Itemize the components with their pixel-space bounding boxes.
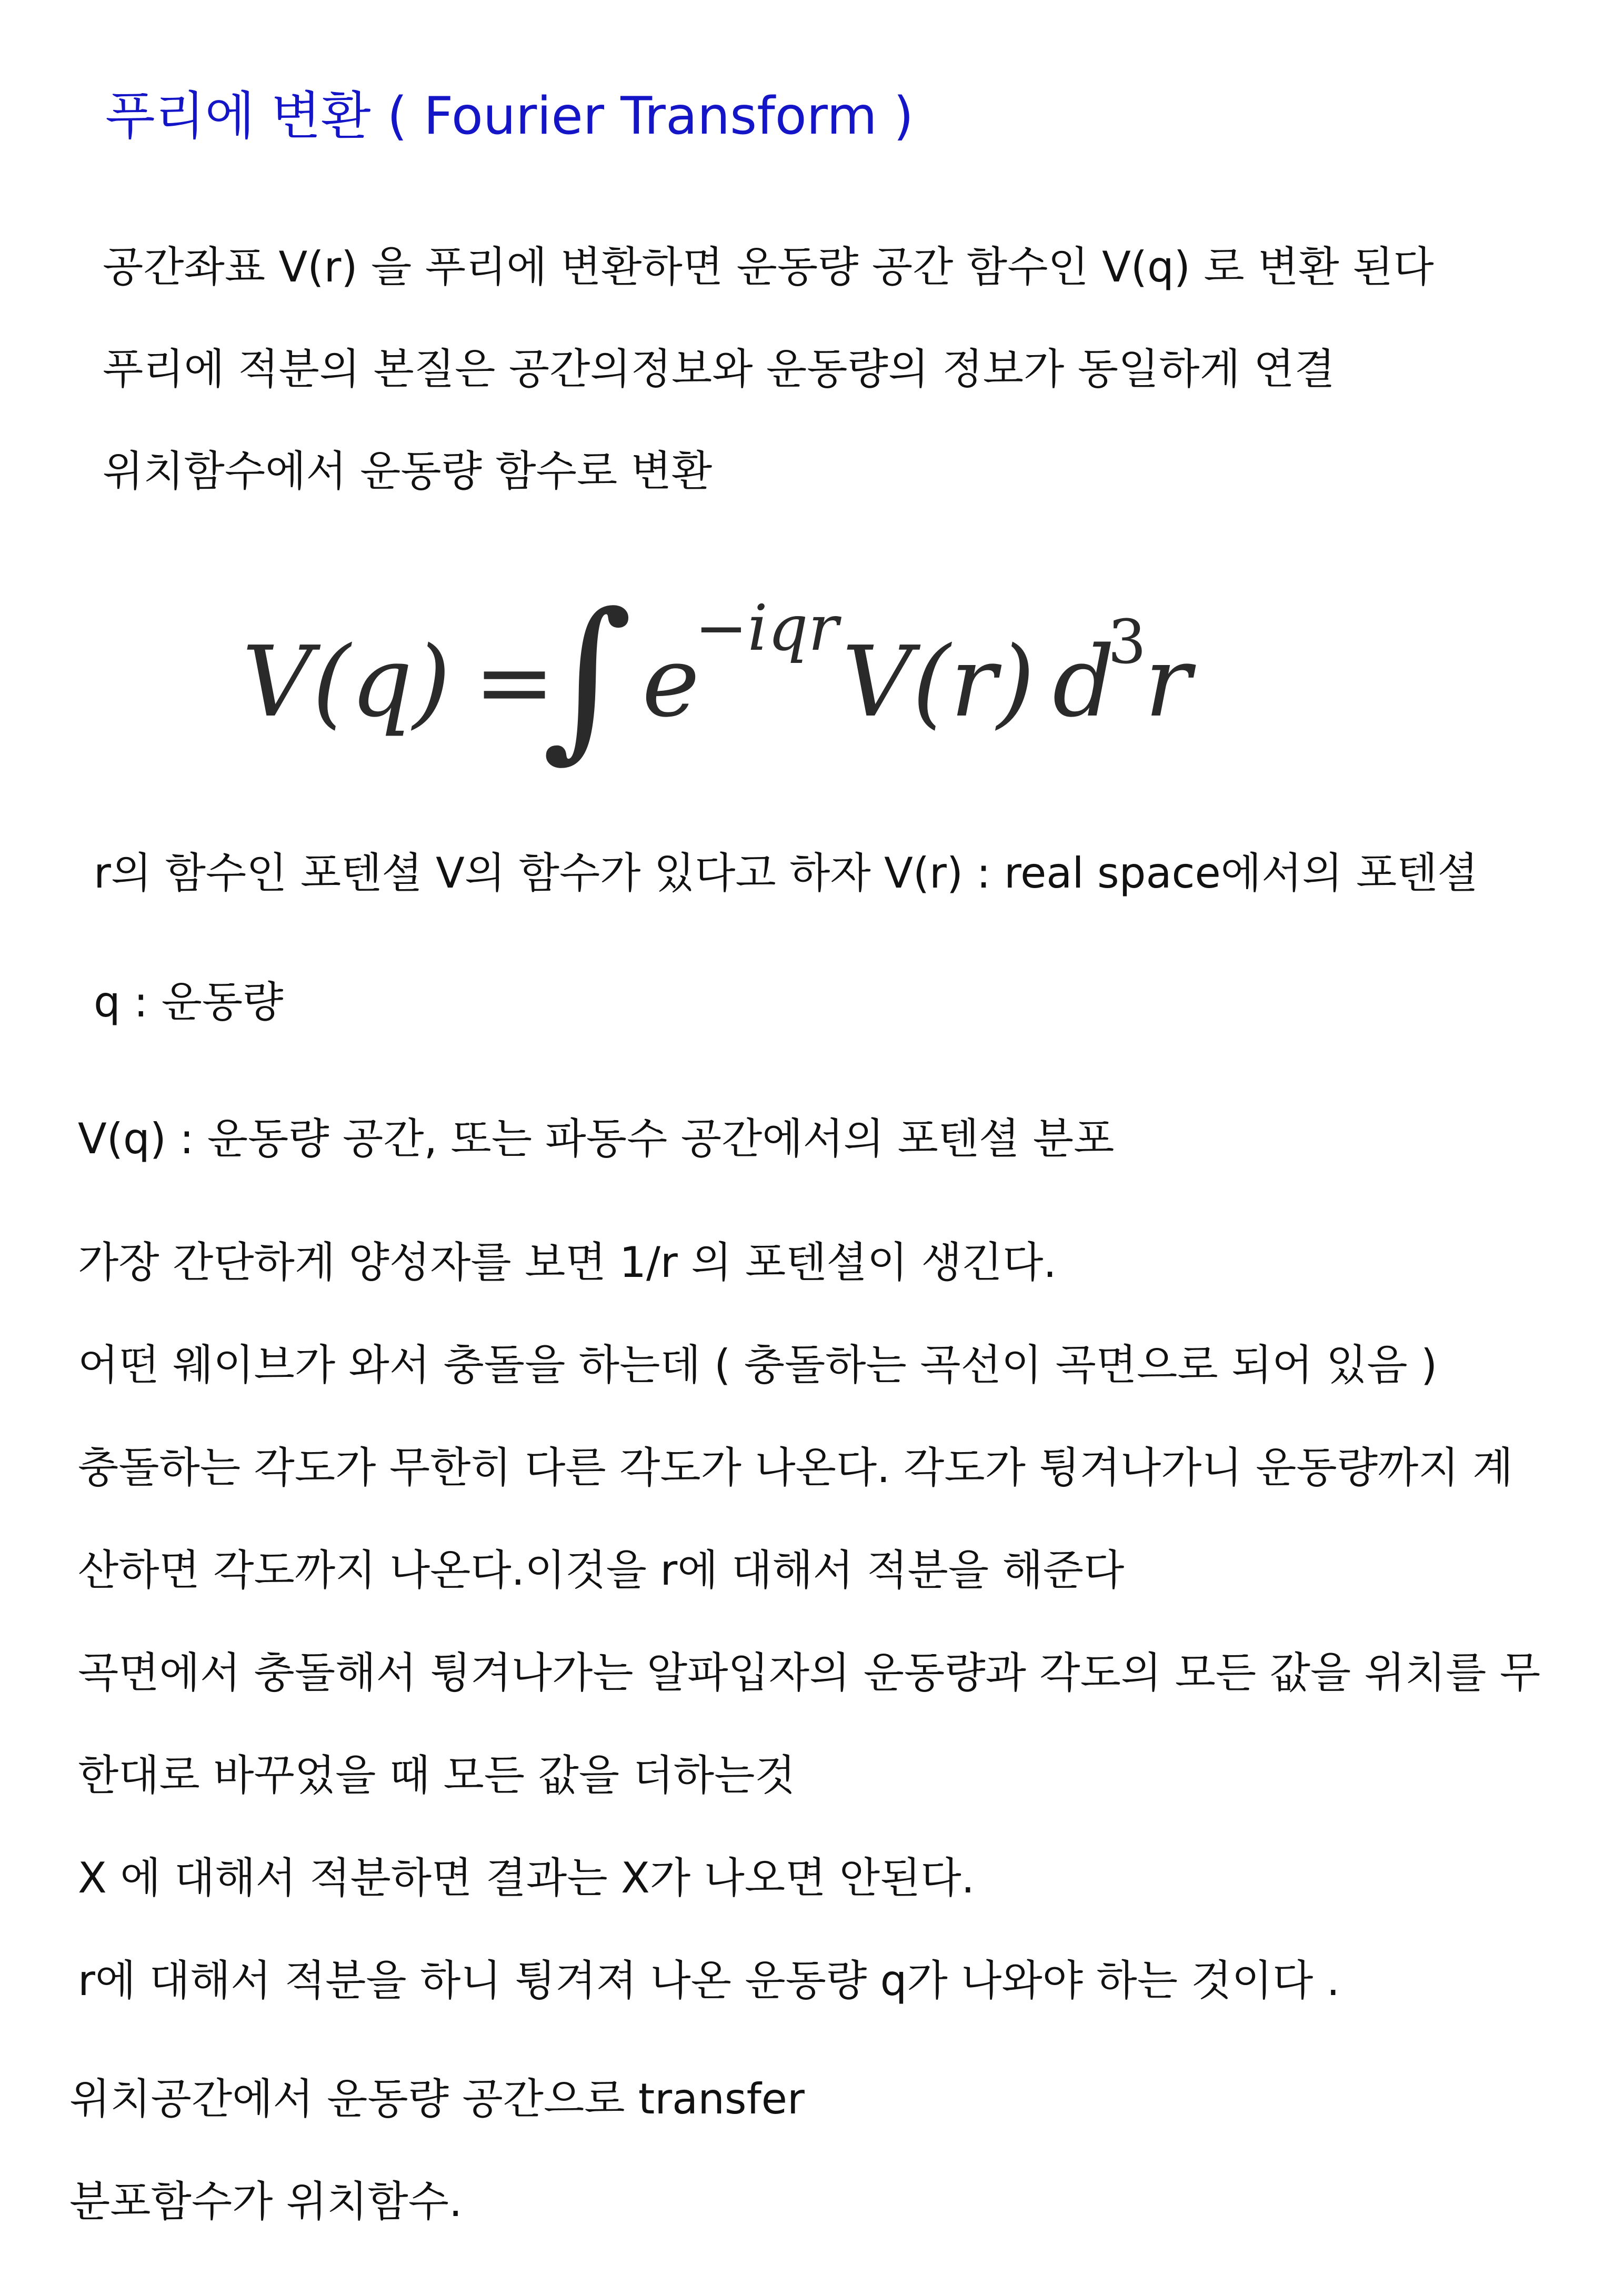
closing-line-1: 위치공간에서 운동량 공간으로 transfer bbox=[69, 2075, 805, 2123]
formula-integral: ∫ bbox=[542, 576, 633, 778]
formula-exponent: −iqr bbox=[695, 592, 839, 665]
definition-real-space: r의 함수인 포텐셜 V의 함수가 있다고 하자 V(r) : real space에서의 포텐셜 bbox=[94, 849, 1478, 898]
page-title: 푸리에 변환 ( Fourier Transform ) bbox=[105, 86, 914, 146]
intro-line-2: 푸리에 적분의 본질은 공간의정보와 운동량의 정보가 동일하게 연결 bbox=[103, 345, 1335, 394]
body-line-3: 충돌하는 각도가 무한히 다른 각도가 나온다. 각도가 튕겨나가니 운동량까지 계 bbox=[78, 1443, 1513, 1492]
closing-line-2: 분포함수가 위치함수. bbox=[69, 2177, 463, 2226]
body-line-2: 어떤 웨이브가 와서 충돌을 하는데 ( 충돌하는 곡선이 곡면으로 되어 있음 ) bbox=[78, 1341, 1438, 1389]
formula-integrand: V(r) bbox=[842, 625, 1035, 739]
formula-differential: d bbox=[1052, 625, 1115, 739]
fourier-formula bbox=[232, 563, 1231, 794]
formula-power: 3 bbox=[1108, 607, 1147, 678]
intro-line-1: 공간좌표 V(r) 을 푸리에 변환하면 운동량 공간 함수인 V(q) 로 변환 된다 bbox=[103, 243, 1434, 291]
body-line-8: r에 대해서 적분을 하니 튕겨져 나온 운동량 q가 나와야 하는 것이다 . bbox=[78, 1956, 1340, 2005]
formula-equals: = bbox=[474, 625, 556, 739]
definition-momentum-space: V(q) : 운동량 공간, 또는 파동수 공간에서의 포텐셜 분포 bbox=[78, 1114, 1115, 1163]
body-line-1: 가장 간단하게 양성자를 보면 1/r 의 포텐셜이 생긴다. bbox=[78, 1238, 1057, 1287]
formula-variable: r bbox=[1145, 625, 1191, 739]
body-line-7: X 에 대해서 적분하면 결과는 X가 나오면 안된다. bbox=[78, 1854, 975, 1902]
formula-base: e bbox=[642, 625, 700, 739]
intro-line-3: 위치함수에서 운동량 함수로 변환 bbox=[103, 447, 713, 496]
body-line-6: 한대로 바꾸었을 때 모든 값을 더하는것 bbox=[78, 1751, 796, 1800]
body-line-5: 곡면에서 충돌해서 튕겨나가는 알파입자의 운동량과 각도의 모든 값을 위치를 무 bbox=[78, 1648, 1541, 1697]
formula-lhs: V(q) bbox=[242, 625, 451, 739]
definition-momentum: q : 운동량 bbox=[94, 978, 284, 1026]
body-line-4: 산하면 각도까지 나온다.이것을 r에 대해서 적분을 해준다 bbox=[78, 1546, 1125, 1595]
